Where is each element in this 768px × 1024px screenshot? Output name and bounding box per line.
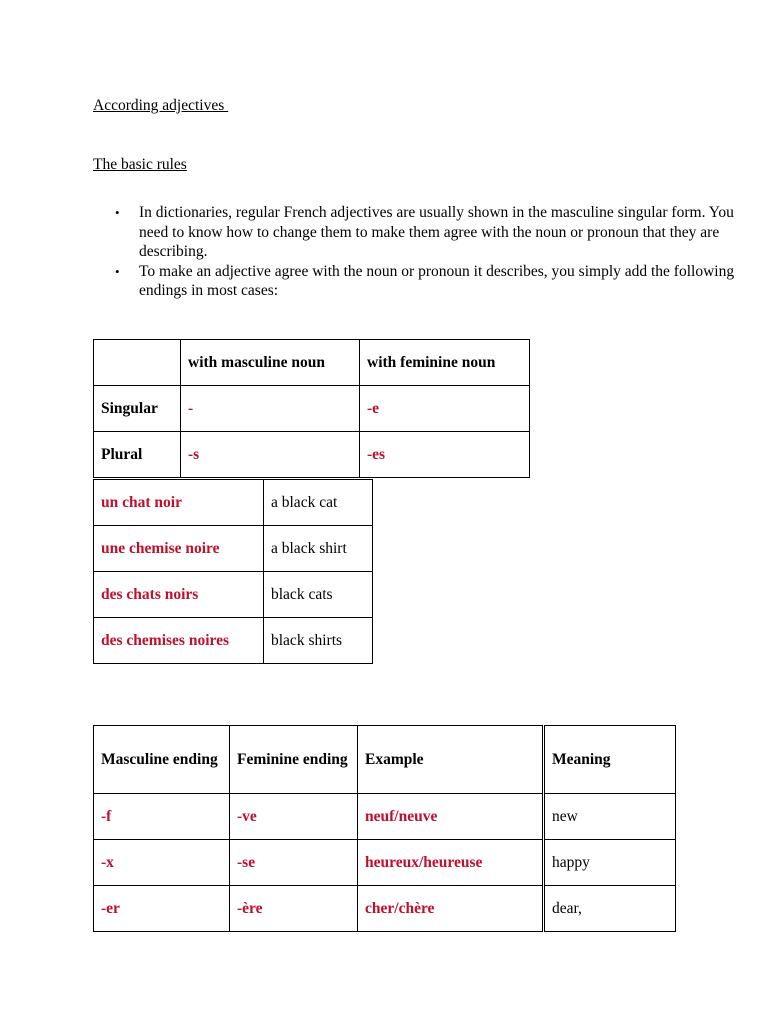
row-label: Singular [94,386,181,432]
table-header-cell [94,340,181,386]
feminine-ending: -ve [230,794,358,840]
masculine-ending: -f [94,794,230,840]
table-header-cell: Meaning [544,726,676,794]
table-header-row [94,340,530,386]
masculine-ending: -er [94,886,230,932]
feminine-ending: -se [230,840,358,886]
table-row [94,432,530,478]
row-label: Plural [94,432,181,478]
french-example: une chemise noire [94,526,264,572]
ending-cell: -e [360,386,530,432]
table-header-cell: Masculine ending [94,726,230,794]
rules-list [93,203,739,301]
english-translation: black cats [264,572,373,618]
table-row [94,526,373,572]
bullet-item: • In dictionaries, regular French adjectives are usually shown in the masculine singular form. You need to know how to change them to make them agree with the noun or pronoun that they are describing. [139,203,739,262]
endings-table [93,339,530,478]
table-row [94,886,676,932]
english-translation: a black cat [264,480,373,526]
table-header-cell: with feminine noun [360,340,530,386]
table-header-cell: Feminine ending [230,726,358,794]
table-row [94,840,676,886]
ending-cell: -s [181,432,360,478]
examples-table [93,479,373,664]
french-example: des chemises noires [94,618,264,664]
english-translation: a black shirt [264,526,373,572]
table-header-cell: with masculine noun [181,340,360,386]
example-cell: heureux/heureuse [358,840,544,886]
patterns-table [93,725,676,932]
table-row [94,794,676,840]
meaning-cell: happy [544,840,676,886]
table-row [94,480,373,526]
ending-cell: - [181,386,360,432]
document-title: According adjectives [93,97,229,114]
french-example: des chats noirs [94,572,264,618]
table-row [94,386,530,432]
section-heading: The basic rules [93,156,187,173]
example-cell: neuf/neuve [358,794,544,840]
table-header-row [94,726,676,794]
feminine-ending: -ère [230,886,358,932]
french-example: un chat noir [94,480,264,526]
masculine-ending: -x [94,840,230,886]
meaning-cell: new [544,794,676,840]
table-row [94,572,373,618]
table-row [94,618,373,664]
example-cell: cher/chère [358,886,544,932]
english-translation: black shirts [264,618,373,664]
bullet-item: • To make an adjective agree with the noun or pronoun it describes, you simply add the following endings in most cases: [139,262,739,301]
meaning-cell: dear, [544,886,676,932]
table-header-cell: Example [358,726,544,794]
ending-cell: -es [360,432,530,478]
